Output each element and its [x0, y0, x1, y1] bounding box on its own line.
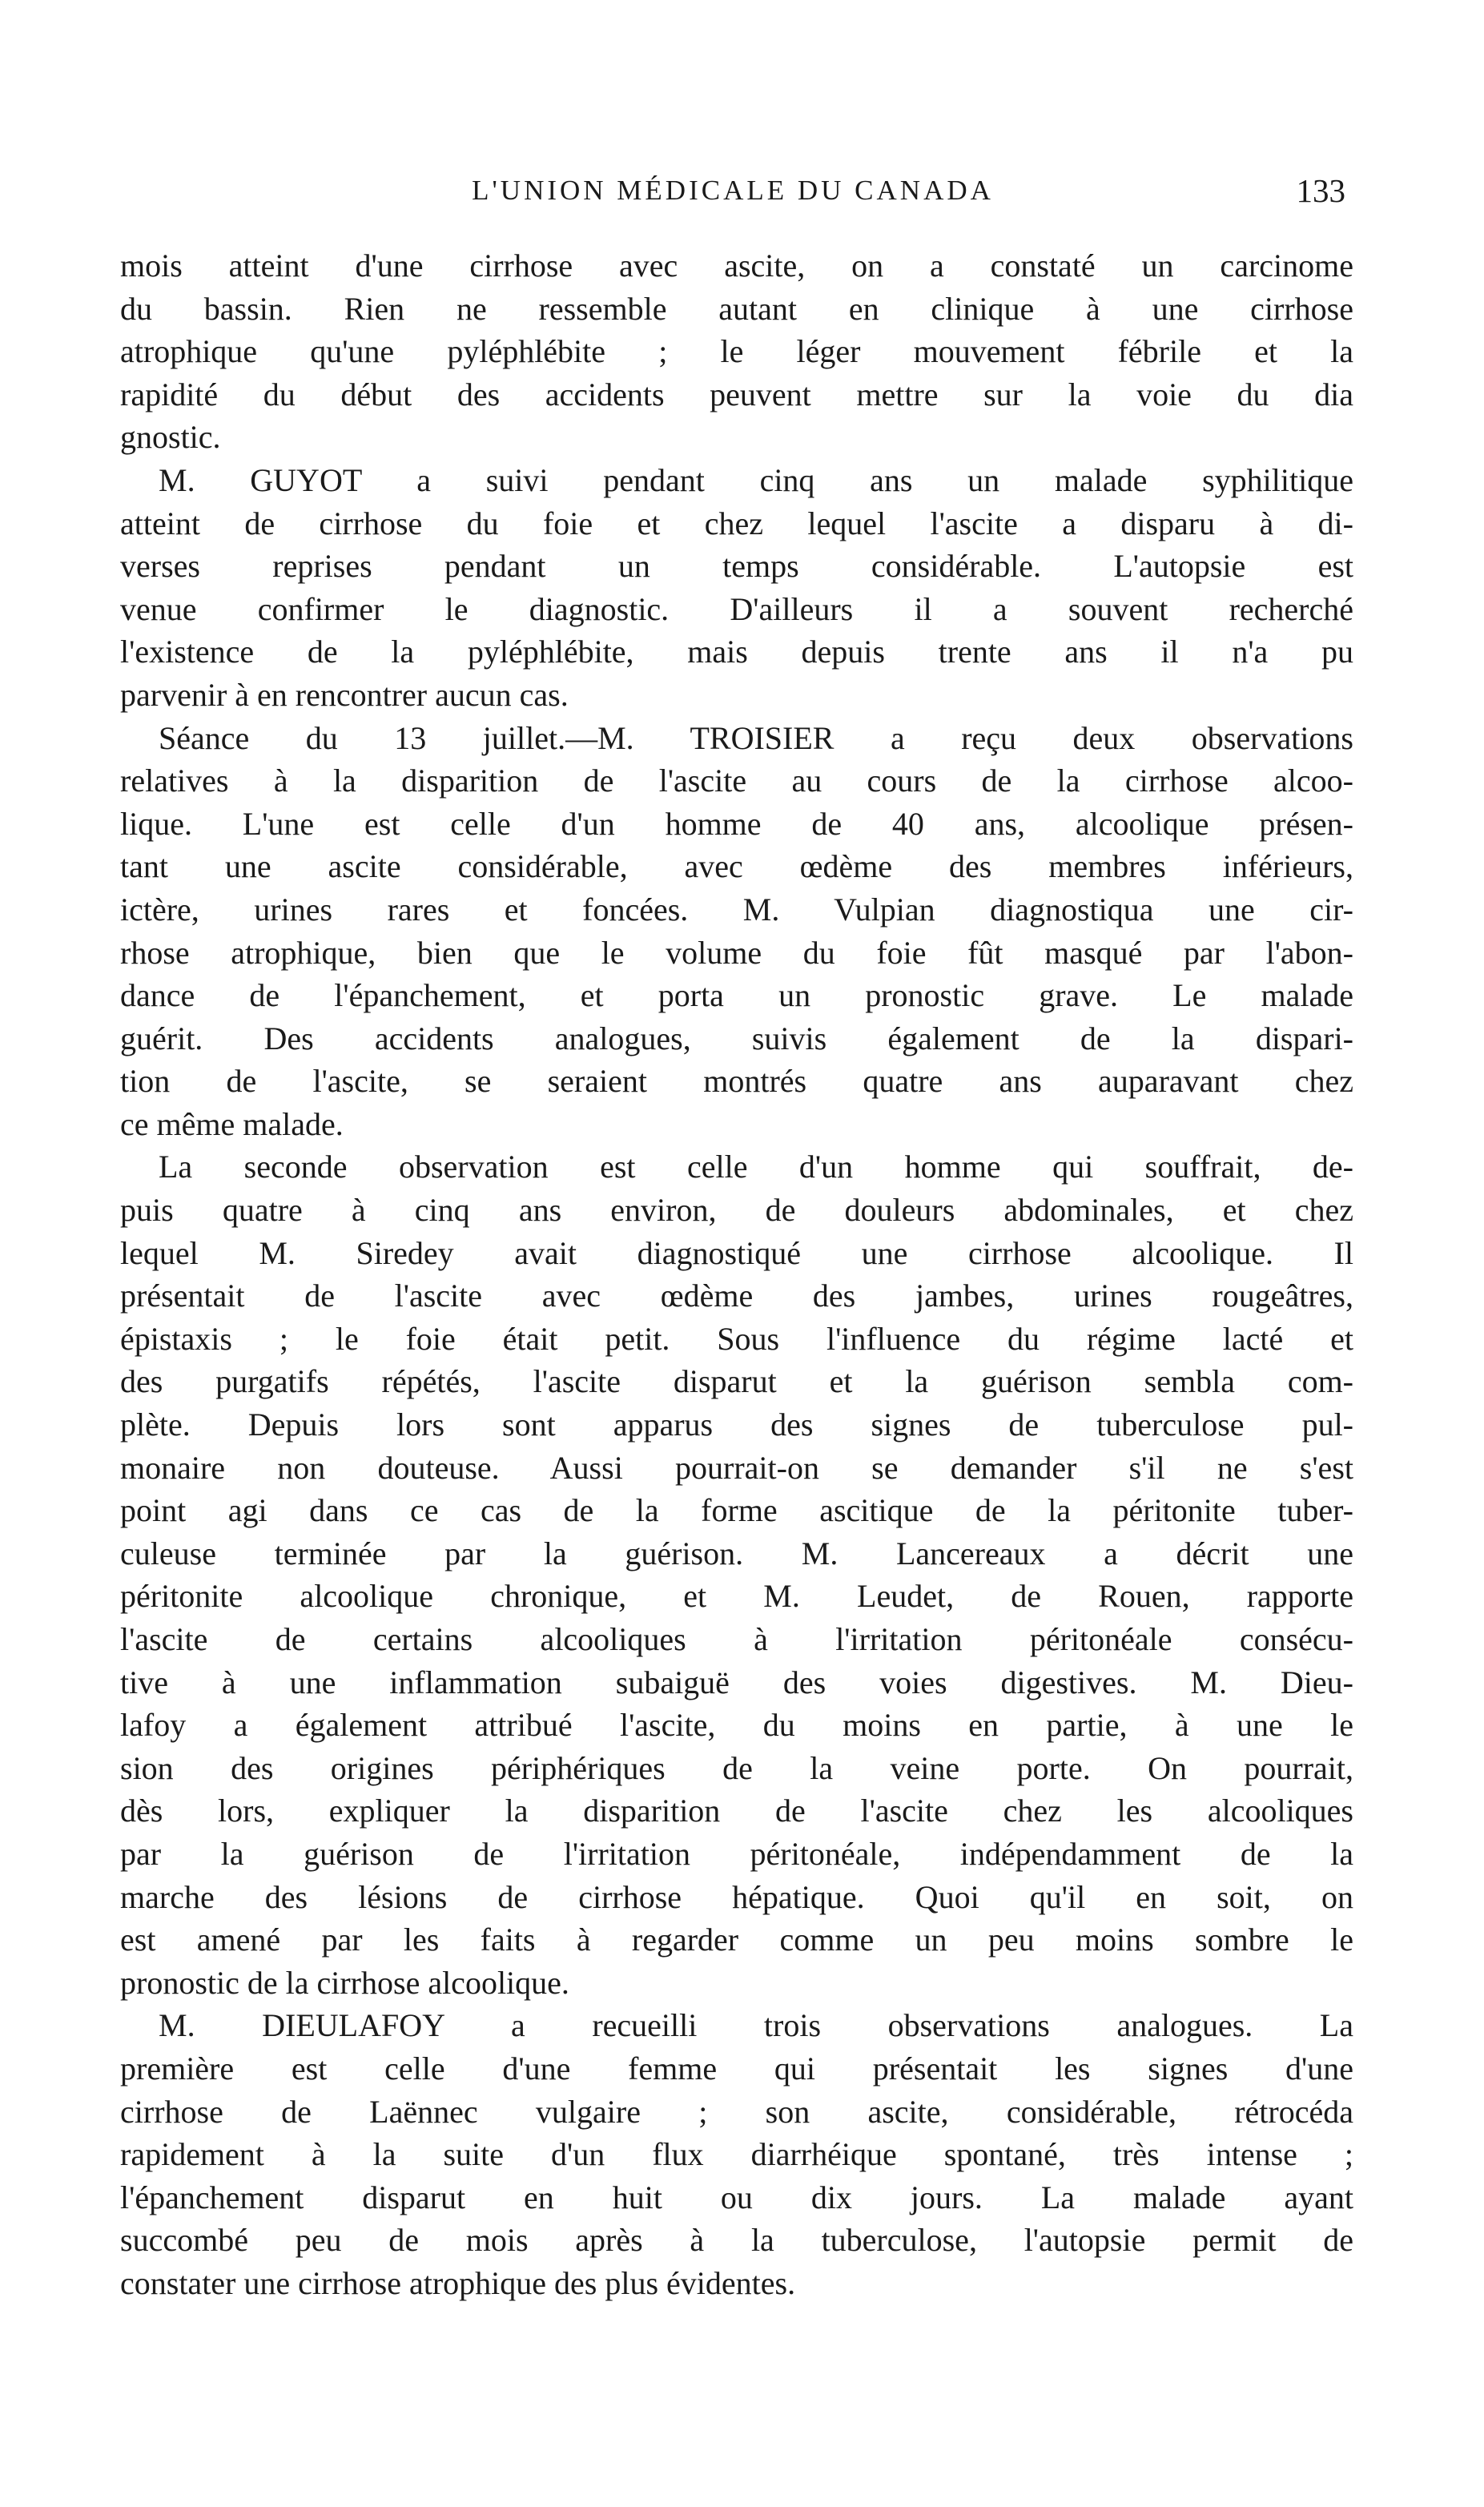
running-title: L'UNION MÉDICALE DU CANADA: [472, 175, 994, 206]
text-line: tive à une inflammation subaiguë des voies digestives. M. Dieu-: [120, 1664, 1353, 1700]
text-line: du bassin. Rien ne ressemble autant en clinique à une cirrhose: [120, 290, 1353, 327]
text-line: marche des lésions de cirrhose hépatique. Quoi qu'il en soit, on: [120, 1878, 1353, 1915]
text-line: plète. Depuis lors sont apparus des signes de tuberculose pul-: [120, 1406, 1353, 1443]
text-line: venue confirmer le diagnostic. D'ailleurs il a souvent recherché: [120, 590, 1353, 627]
running-head: [120, 167, 1345, 215]
text-line: atteint de cirrhose du foie et chez lequel l'ascite a disparu à di-: [120, 505, 1353, 541]
text-line: verses reprises pendant un temps considérable. L'autopsie est: [120, 548, 1353, 585]
text-line: parvenir à en rencontrer aucun cas.: [120, 676, 569, 713]
text-line: gnostic.: [120, 419, 221, 456]
text-line: atrophique qu'une pyléphlébite ; le léger mouvement fébrile et la: [120, 333, 1353, 370]
text-line: constater une cirrhose atrophique des plus évidentes.: [120, 2264, 796, 2301]
text-line: dès lors, expliquer la disparition de l'ascite chez les alcooliques: [120, 1793, 1353, 1829]
text-line: monaire non douteuse. Aussi pourrait-on se demander s'il ne s'est: [120, 1449, 1353, 1486]
text-line: rhose atrophique, bien que le volume du foie fût masqué par l'abon-: [120, 934, 1353, 971]
text-line: relatives à la disparition de l'ascite au cours de la cirrhose alcoo-: [120, 763, 1353, 799]
text-line: lequel M. Siredey avait diagnostiqué une cirrhose alcoolique. Il: [120, 1234, 1353, 1271]
text-line: première est celle d'une femme qui présentait les signes d'une: [120, 2050, 1353, 2086]
text-line: présentait de l'ascite avec œdème des jambes, urines rougeâtres,: [120, 1278, 1353, 1314]
text-line: tion de l'ascite, se seraient montrés quatre ans auparavant chez: [120, 1063, 1353, 1100]
text-line: rapidement à la suite d'un flux diarrhéique spontané, très intense ;: [120, 2136, 1353, 2173]
page-number: 133: [1296, 172, 1345, 209]
text-line: guérit. Des accidents analogues, suivis également de la dispari-: [120, 1020, 1353, 1056]
text-line: péritonite alcoolique chronique, et M. Leudet, de Rouen, rapporte: [120, 1578, 1353, 1615]
text-line: M. DIEULAFOY a recueilli trois observations analogues. La: [159, 2007, 1353, 2044]
text-line: ce même malade.: [120, 1105, 344, 1142]
text-line: ictère, urines rares et foncées. M. Vulpian diagnostiqua une cir-: [120, 891, 1353, 928]
body-text: [120, 244, 1353, 2305]
text-line: lique. L'une est celle d'un homme de 40 ans, alcoolique présen-: [120, 805, 1353, 842]
text-line: M. GUYOT a suivi pendant cinq ans un malade syphilitique: [159, 461, 1353, 498]
text-line: est amené par les faits à regarder comme un peu moins sombre le: [120, 1921, 1353, 1958]
text-line: cirrhose de Laënnec vulgaire ; son ascite, considérable, rétrocéda: [120, 2093, 1353, 2130]
text-line: lafoy a également attribué l'ascite, du moins en partie, à une le: [120, 1707, 1353, 1744]
text-line: mois atteint d'une cirrhose avec ascite, on a constaté un carcinome: [120, 247, 1353, 284]
text-line: Séance du 13 juillet.—M. TROISIER a reçu deux observations: [159, 719, 1353, 756]
text-line: l'ascite de certains alcooliques à l'irritation péritonéale consécu-: [120, 1621, 1353, 1657]
text-line: sion des origines périphériques de la veine porte. On pourrait,: [120, 1749, 1353, 1786]
text-line: culeuse terminée par la guérison. M. Lancereaux a décrit une: [120, 1535, 1353, 1571]
text-line: des purgatifs répétés, l'ascite disparut et la guérison sembla com-: [120, 1363, 1353, 1400]
text-line: tant une ascite considérable, avec œdème des membres inférieurs,: [120, 848, 1353, 885]
text-line: l'épanchement disparut en huit ou dix jours. La malade ayant: [120, 2179, 1353, 2215]
text-line: point agi dans ce cas de la forme ascitique de la péritonite tuber-: [120, 1492, 1353, 1529]
text-line: l'existence de la pyléphlébite, mais depuis trente ans il n'a pu: [120, 634, 1353, 670]
text-line: par la guérison de l'irritation péritonéale, indépendamment de la: [120, 1835, 1353, 1872]
text-line: dance de l'épanchement, et porta un pronostic grave. Le malade: [120, 977, 1353, 1014]
text-line: puis quatre à cinq ans environ, de douleurs abdominales, et chez: [120, 1192, 1353, 1229]
text-line: pronostic de la cirrhose alcoolique.: [120, 1964, 569, 2001]
text-line: La seconde observation est celle d'un homme qui souffrait, de-: [159, 1149, 1353, 1185]
text-line: rapidité du début des accidents peuvent mettre sur la voie du dia: [120, 376, 1353, 412]
text-line: épistaxis ; le foie était petit. Sous l'influence du régime lacté et: [120, 1320, 1353, 1357]
text-line: succombé peu de mois après à la tuberculose, l'autopsie permit de: [120, 2222, 1353, 2259]
